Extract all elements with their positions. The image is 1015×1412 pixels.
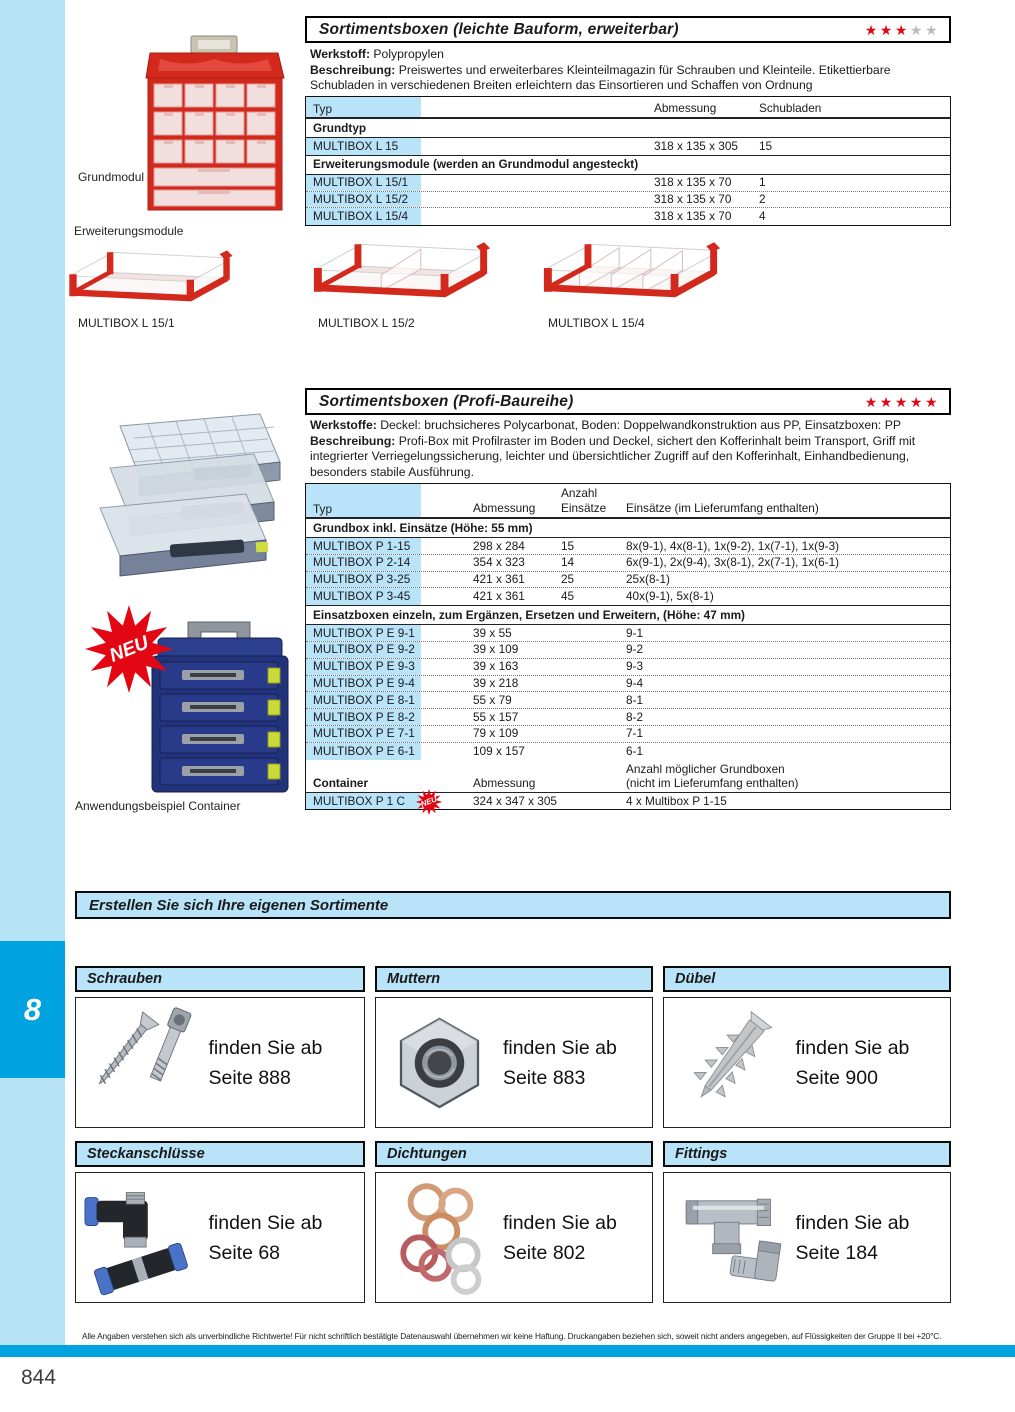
cta-line1: finden Sie ab (208, 1036, 323, 1059)
category-card-nut (375, 966, 653, 1128)
column-header-einsaetze: Einsätze (im Lieferumfang enthalten) (626, 501, 819, 515)
rating-stars (865, 23, 949, 37)
cta-line2: Seite 900 (795, 1066, 878, 1089)
table-profi (305, 483, 951, 810)
cell-abmessung: 55 x 79 (473, 692, 512, 707)
table-row (306, 642, 950, 659)
cell-einsaetze: 4 x Multibox P 1-15 (626, 793, 727, 808)
cell-anzahl (561, 743, 626, 760)
table-group-heading: Grundbox inkl. Einsätze (Höhe: 55 mm) (306, 518, 950, 538)
cell-abmessung: 421 x 361 (473, 572, 525, 587)
cell-anzahl: 45 (561, 589, 575, 604)
category-cta (503, 1033, 617, 1093)
cell-anzahl (561, 642, 626, 658)
cell-gap (421, 572, 473, 588)
cell-abmessung: 318 x 135 x 305 (654, 139, 738, 153)
cta-line2: Seite 883 (502, 1066, 586, 1089)
section-light-specs (310, 47, 954, 94)
product-photo-dowel-icon (664, 998, 796, 1127)
star-icon: ★ (924, 21, 940, 38)
product-photo-connectors-icon (76, 1173, 208, 1302)
cell-typ: MULTIBOX P E 9-4 (306, 676, 421, 692)
cell-typ: MULTIBOX P E 8-1 (306, 692, 421, 708)
cell-abmessung: 318 x 135 x 70 (654, 175, 732, 190)
star-icon: ★ (879, 393, 895, 410)
category-header (75, 966, 365, 992)
category-card-screws (75, 966, 365, 1128)
category-cta (208, 1033, 322, 1093)
cell-typ: MULTIBOX L 15/4 (306, 208, 421, 225)
section-profi-specs (310, 418, 954, 480)
cell-anzahl: 14 (561, 555, 575, 570)
cell-abmessung: 318 x 135 x 70 (654, 209, 732, 224)
category-box (75, 1172, 365, 1303)
category-title: Schrauben (87, 971, 162, 987)
cell-typ: MULTIBOX P 1 C (306, 793, 421, 810)
cell-anzahl: 15 (561, 538, 575, 553)
table-row (306, 192, 950, 209)
photo-label-tray1: MULTIBOX L 15/1 (78, 316, 175, 330)
spec-line (310, 63, 954, 94)
star-icon: ★ (894, 393, 910, 410)
cell-gap (421, 692, 473, 708)
spec-text: Polypropylen (370, 47, 444, 61)
category-header (375, 1141, 653, 1167)
cell-abmessung: 318 x 135 x 70 (654, 192, 732, 207)
cell-typ: MULTIBOX P E 7-1 (306, 726, 421, 742)
category-title: Dübel (675, 971, 716, 987)
cell-anzahl (561, 692, 626, 708)
cell-abmessung: 109 x 157 (473, 743, 525, 758)
cell-typ: MULTIBOX P E 9-1 (306, 625, 421, 641)
table-group-rows (306, 138, 950, 155)
cta-line1: finden Sie ab (795, 1211, 910, 1234)
cta-line1: finden Sie ab (208, 1211, 323, 1234)
category-title: Steckanschlüsse (87, 1146, 205, 1162)
category-card-fittings (663, 1141, 951, 1303)
cell-abmessung: 39 x 218 (473, 676, 519, 691)
cell-typ: MULTIBOX P 3-45 (306, 588, 421, 605)
table-row (306, 659, 950, 676)
cell-gap (421, 709, 473, 725)
cell-gap (421, 555, 473, 571)
cell-abmessung: 39 x 163 (473, 659, 519, 674)
cta-line1: finden Sie ab (502, 1211, 617, 1234)
cell-schubladen: 15 (759, 139, 773, 153)
container-heading: Container (313, 775, 369, 790)
photo-label-tray2: MULTIBOX L 15/2 (318, 316, 415, 330)
cell-einsaetze: 6-1 (626, 743, 644, 758)
banner-eigene-sortimente (75, 891, 951, 919)
neu-badge-text: NEU (106, 632, 152, 667)
cell-gap (421, 726, 473, 742)
cell-einsaetze: 40x(9-1), 5x(8-1) (626, 589, 714, 604)
cell-abmessung: 79 x 109 (473, 726, 519, 741)
cell-einsaetze: 8-2 (626, 709, 644, 724)
spec-text: Preiswertes und erweiterbares Kleinteilmagazin für Schrauben und Kleinteile. Etikettierbare Schubladen in verschiedenen Breiten erleichtern das Einsortieren und Schaffen von Ordnung (310, 62, 891, 93)
cell-anzahl (561, 709, 626, 725)
category-cta (796, 1033, 910, 1093)
cell-einsaetze: 9-2 (626, 642, 644, 657)
cta-line2: Seite 68 (208, 1241, 281, 1264)
cell-typ: MULTIBOX P E 8-2 (306, 709, 421, 725)
photo-label-tray4: MULTIBOX L 15/4 (548, 316, 645, 330)
table-group-heading: Erweiterungsmodule (werden an Grundmodul angesteckt) (306, 155, 950, 175)
photo-label-anwendung: Anwendungsbeispiel Container (75, 799, 241, 813)
spec-label: Beschreibung: (310, 433, 396, 448)
photo-multibox-l15-1 (62, 234, 238, 325)
cell-anzahl: 25 (561, 572, 575, 587)
category-card-seals (375, 1141, 653, 1303)
spec-text: Profi-Box mit Profilraster im Boden und Deckel, sichert den Kofferinhalt beim Transport, Griff mit integrierter Verriegelungssicherung, leichter und übersichtlicher Zugriff auf den Kofferinhalt, Einhandbedienung, besonders stabile Ausführung. (310, 433, 916, 479)
cell-schubladen: 2 (759, 192, 766, 207)
cell-typ: MULTIBOX P 1-15 (306, 538, 421, 554)
product-photo-nut-icon (376, 998, 503, 1127)
table-row (306, 709, 950, 726)
cell-einsaetze: 8-1 (626, 692, 644, 707)
page-number: 844 (21, 1366, 57, 1389)
photo-multibox-l15-2 (306, 228, 496, 319)
spec-label: Werkstoffe: (310, 418, 377, 432)
sidebar-color-bar (0, 0, 65, 1345)
cell-typ: MULTIBOX P E 9-3 (306, 659, 421, 675)
category-cta (208, 1208, 322, 1268)
category-box (75, 997, 365, 1128)
cell-gap (421, 588, 473, 605)
cell-typ: MULTIBOX L 15/2 (306, 192, 421, 208)
cell-typ: MULTIBOX P 2-14 (306, 555, 421, 571)
cta-line2: Seite 802 (502, 1241, 586, 1264)
cell-schubladen: 1 (759, 175, 766, 190)
cell-typ: MULTIBOX P E 6-1 (306, 743, 421, 760)
spec-label: Werkstoff: (310, 47, 371, 61)
category-header (75, 1141, 365, 1167)
cell-gap (421, 642, 473, 658)
cell-typ: MULTIBOX L 15 (306, 138, 421, 155)
cell-gap (421, 208, 654, 225)
cell-typ: MULTIBOX L 15/1 (306, 175, 421, 191)
table-row (306, 572, 950, 589)
category-title: Muttern (387, 971, 441, 987)
table-row (306, 538, 950, 555)
category-header (375, 966, 653, 992)
section-light-title-box (305, 16, 951, 43)
photo-grundmodul-box (138, 34, 290, 216)
container-header-row (306, 760, 950, 793)
cell-abmessung: 324 x 347 x 305 (473, 793, 557, 808)
container-header-anzahl-1: Anzahl möglicher Grundboxen (626, 761, 785, 776)
table-row (306, 138, 950, 155)
category-box (375, 997, 653, 1128)
rating-stars (865, 395, 949, 409)
chapter-tab (0, 941, 65, 1078)
photo-label-grundmodul: Grundmodul (78, 170, 145, 184)
cell-einsaetze: 8x(9-1), 4x(8-1), 1x(9-2), 1x(7-1), 1x(9-3) (626, 538, 840, 553)
cell-einsaetze: 25x(8-1) (626, 572, 670, 587)
cell-gap (421, 192, 654, 208)
cell-anzahl (561, 625, 626, 641)
footer-divider-bar (0, 1345, 1015, 1357)
column-header-typ: Typ (306, 97, 421, 117)
cell-einsaetze: 9-4 (626, 676, 644, 691)
cell-abmessung: 298 x 284 (473, 538, 525, 553)
container-header-abmessung: Abmessung (473, 775, 536, 790)
spec-line (310, 47, 954, 63)
cell-abmessung: 421 x 361 (473, 589, 525, 604)
photo-label-erweiterungsmodule: Erweiterungsmodule (74, 224, 184, 238)
column-header-typ: Typ (306, 484, 421, 517)
cta-line2: Seite 888 (208, 1066, 291, 1089)
section-title: Sortimentsboxen (Profi-Baureihe) (319, 392, 574, 410)
cell-abmessung: 39 x 109 (473, 642, 519, 657)
cell-gap (421, 659, 473, 675)
cell-abmessung: 39 x 55 (473, 625, 512, 640)
cell-einsaetze: 7-1 (626, 726, 644, 741)
table-row (306, 676, 950, 693)
footer-disclaimer: Alle Angaben verstehen sich als unverbindliche Richtwerte! Für nicht schriftlich bestätigte Datenauswahl übernehmen wir keine Haftung. Druckangaben beziehen sich, soweit nicht anders angegeben, auf Flüssigkeiten der Gruppe II bei +20°C. (82, 1331, 942, 1341)
star-icon: ★ (879, 21, 895, 38)
table-row (306, 743, 950, 760)
cell-gap (421, 175, 654, 191)
star-icon: ★ (864, 21, 880, 38)
column-header-abmessung: Abmessung (473, 501, 536, 515)
table-row (306, 555, 950, 572)
cell-einsaetze: 9-3 (626, 659, 644, 674)
cell-anzahl (561, 726, 626, 742)
table-row (306, 588, 950, 605)
cell-gap (421, 538, 473, 554)
cell-abmessung: 354 x 323 (473, 555, 525, 570)
cell-typ: MULTIBOX P E 9-2 (306, 642, 421, 658)
product-photo-screws-icon (76, 998, 208, 1127)
category-title: Dichtungen (387, 1146, 467, 1162)
table-row (306, 726, 950, 743)
spec-text: Deckel: bruchsicheres Polycarbonat, Boden: Doppelwandkonstruktion aus PP, Einsatzboxen: PP (376, 418, 901, 432)
cell-anzahl (561, 676, 626, 692)
star-icon: ★ (909, 21, 925, 38)
section-profi-title-box (305, 388, 951, 415)
banner-title: Erstellen Sie sich Ihre eigenen Sortimente (89, 896, 389, 914)
category-grid (75, 966, 951, 1303)
svg-text:NEU: NEU (419, 793, 439, 809)
column-header-anzahl-1: Anzahl (561, 486, 598, 500)
table-header-row (306, 97, 950, 118)
category-cta (796, 1208, 910, 1268)
table-group-rows (306, 175, 950, 225)
cell-einsaetze: 6x(9-1), 2x(9-4), 3x(8-1), 2x(7-1), 1x(6-1) (626, 555, 840, 570)
table-group-heading: Einsatzboxen einzeln, zum Ergänzen, Ersetzen und Erweitern, (Höhe: 47 mm) (306, 605, 950, 625)
table-group-heading: Grundtyp (306, 118, 950, 138)
cell-abmessung: 55 x 157 (473, 709, 519, 724)
cell-typ: MULTIBOX P 3-25 (306, 572, 421, 588)
table-row (306, 692, 950, 709)
star-icon: ★ (864, 393, 880, 410)
table-light (305, 96, 951, 226)
product-photo-seals-icon (376, 1173, 503, 1302)
section-title: Sortimentsboxen (leichte Bauform, erweiterbar) (319, 20, 679, 38)
spec-label: Beschreibung: (310, 62, 396, 77)
cell-gap (421, 676, 473, 692)
neu-star-badge (79, 602, 179, 696)
table-row (306, 793, 950, 810)
container-header-anzahl-2: (nicht im Lieferumfang enthalten) (626, 775, 799, 790)
table-group-rows (306, 538, 950, 605)
product-photo-fittings-icon (664, 1173, 796, 1302)
cell-gap (421, 743, 473, 760)
cell-anzahl (561, 659, 626, 675)
table-row (306, 175, 950, 192)
category-header (663, 1141, 951, 1167)
table-group-rows (306, 625, 950, 759)
cell-schubladen: 4 (759, 209, 766, 224)
star-icon: ★ (924, 393, 940, 410)
category-card-dowel (663, 966, 951, 1128)
photo-profi-boxes-stacked (78, 404, 296, 609)
category-box (375, 1172, 653, 1303)
table-row (306, 208, 950, 225)
cell-einsaetze: 9-1 (626, 625, 644, 640)
column-header-anzahl-2: Einsätze (561, 501, 607, 515)
cta-line1: finden Sie ab (795, 1036, 910, 1059)
category-header (663, 966, 951, 992)
spec-line (310, 434, 954, 481)
star-icon: ★ (909, 393, 925, 410)
cell-anzahl (561, 793, 626, 810)
table-row (306, 625, 950, 642)
cell-gap (421, 138, 654, 155)
star-icon: ★ (894, 21, 910, 38)
cell-gap (421, 625, 473, 641)
category-title: Fittings (675, 1146, 728, 1162)
cta-line2: Seite 184 (795, 1241, 878, 1264)
category-box (663, 997, 951, 1128)
column-header-abmessung: Abmessung (654, 101, 717, 115)
photo-multibox-l15-4 (536, 228, 726, 319)
table-header-row (306, 484, 950, 518)
chapter-number: 8 (23, 991, 42, 1027)
cta-line1: finden Sie ab (502, 1036, 617, 1059)
column-header-schubladen: Schubladen (759, 101, 822, 115)
neu-star-badge (414, 788, 444, 816)
category-cta (503, 1208, 617, 1268)
category-box (663, 1172, 951, 1303)
spec-line (310, 418, 954, 434)
category-card-connectors (75, 1141, 365, 1303)
